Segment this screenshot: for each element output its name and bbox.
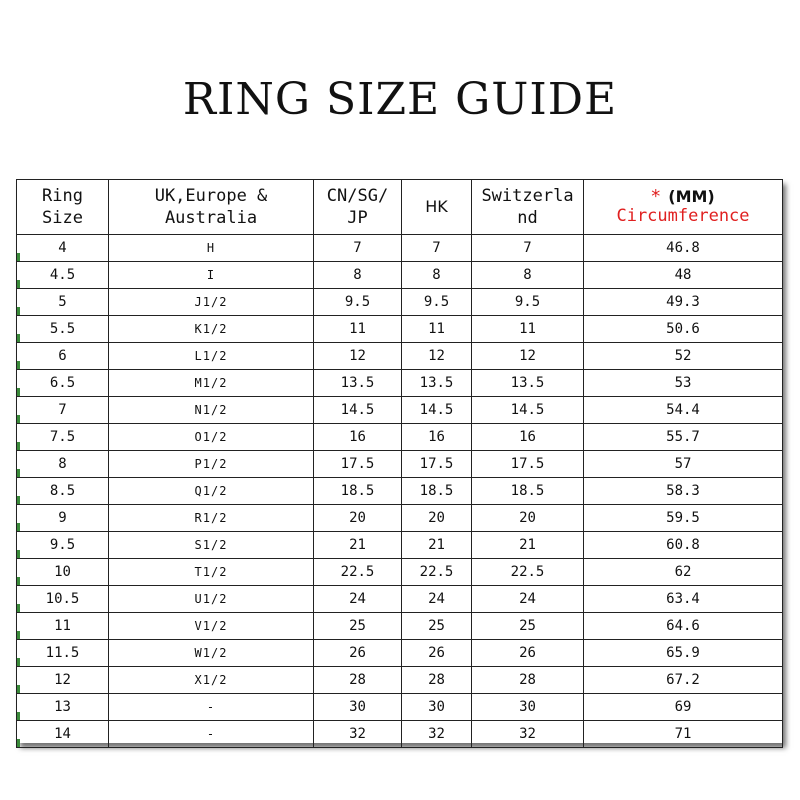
cell-ring-size: 10.5 xyxy=(17,586,109,613)
table-body xyxy=(17,235,783,748)
table-row xyxy=(17,667,783,694)
cell-hk-size: 26 xyxy=(402,640,472,667)
cell-switzerland-size: 17.5 xyxy=(472,451,584,478)
table-row xyxy=(17,478,783,505)
cell-hk-size: 20 xyxy=(402,505,472,532)
header-row xyxy=(17,180,783,235)
cell-hk-size: 7 xyxy=(402,235,472,262)
table-row xyxy=(17,532,783,559)
cell-hk-size: 32 xyxy=(402,721,472,748)
header-ring-size-line2: Size xyxy=(42,208,83,228)
cell-circumference-mm: 58.3 xyxy=(584,478,783,505)
cell-hk-size: 11 xyxy=(402,316,472,343)
cell-switzerland-size: 24 xyxy=(472,586,584,613)
cell-cn-size: 11 xyxy=(314,316,402,343)
cell-switzerland-size: 18.5 xyxy=(472,478,584,505)
cell-circumference-mm: 69 xyxy=(584,694,783,721)
cell-cn-size: 30 xyxy=(314,694,402,721)
cell-hk-size: 21 xyxy=(402,532,472,559)
cell-ring-size: 11.5 xyxy=(17,640,109,667)
cell-hk-size: 22.5 xyxy=(402,559,472,586)
cell-cn-size: 20 xyxy=(314,505,402,532)
cell-uk-size: V1/2 xyxy=(109,613,314,640)
cell-circumference-mm: 59.5 xyxy=(584,505,783,532)
cell-ring-size: 8 xyxy=(17,451,109,478)
cell-uk-size: K1/2 xyxy=(109,316,314,343)
cell-ring-size: 5.5 xyxy=(17,316,109,343)
cell-circumference-mm: 50.6 xyxy=(584,316,783,343)
cell-cn-size: 26 xyxy=(314,640,402,667)
cell-ring-size: 10 xyxy=(17,559,109,586)
cell-hk-size: 28 xyxy=(402,667,472,694)
cell-switzerland-size: 9.5 xyxy=(472,289,584,316)
table-row xyxy=(17,559,783,586)
cell-uk-size: I xyxy=(109,262,314,289)
cell-switzerland-size: 14.5 xyxy=(472,397,584,424)
cell-cn-size: 9.5 xyxy=(314,289,402,316)
cell-cn-size: 28 xyxy=(314,667,402,694)
cell-switzerland-size: 13.5 xyxy=(472,370,584,397)
cell-ring-size: 4.5 xyxy=(17,262,109,289)
cell-switzerland-size: 22.5 xyxy=(472,559,584,586)
cell-hk-size: 24 xyxy=(402,586,472,613)
cell-ring-size: 14 xyxy=(17,721,109,748)
cell-switzerland-size: 8 xyxy=(472,262,584,289)
asterisk-icon: * xyxy=(651,186,661,207)
cell-ring-size: 5 xyxy=(17,289,109,316)
cell-switzerland-size: 16 xyxy=(472,424,584,451)
cell-ring-size: 4 xyxy=(17,235,109,262)
cell-uk-size: S1/2 xyxy=(109,532,314,559)
cell-cn-size: 21 xyxy=(314,532,402,559)
cell-uk-size: P1/2 xyxy=(109,451,314,478)
cell-circumference-mm: 49.3 xyxy=(584,289,783,316)
cell-cn-size: 22.5 xyxy=(314,559,402,586)
cell-uk-size: N1/2 xyxy=(109,397,314,424)
size-table-container xyxy=(16,179,782,743)
table-row xyxy=(17,397,783,424)
cell-hk-size: 8 xyxy=(402,262,472,289)
cell-circumference-mm: 57 xyxy=(584,451,783,478)
cell-ring-size: 7 xyxy=(17,397,109,424)
cell-ring-size: 6.5 xyxy=(17,370,109,397)
cell-cn-size: 13.5 xyxy=(314,370,402,397)
cell-circumference-mm: 63.4 xyxy=(584,586,783,613)
header-cn-line2: JP xyxy=(347,208,368,228)
cell-switzerland-size: 26 xyxy=(472,640,584,667)
header-cn-line1: CN/SG/ xyxy=(326,186,389,206)
cell-hk-size: 9.5 xyxy=(402,289,472,316)
cell-uk-size: U1/2 xyxy=(109,586,314,613)
cell-switzerland-size: 20 xyxy=(472,505,584,532)
cell-uk-size: X1/2 xyxy=(109,667,314,694)
cell-uk-size: O1/2 xyxy=(109,424,314,451)
cell-uk-size: W1/2 xyxy=(109,640,314,667)
cell-hk-size: 25 xyxy=(402,613,472,640)
table-row xyxy=(17,424,783,451)
cell-ring-size: 13 xyxy=(17,694,109,721)
cell-switzerland-size: 25 xyxy=(472,613,584,640)
cell-uk-size: M1/2 xyxy=(109,370,314,397)
cell-cn-size: 12 xyxy=(314,343,402,370)
cell-circumference-mm: 60.8 xyxy=(584,532,783,559)
cell-switzerland-size: 28 xyxy=(472,667,584,694)
cell-switzerland-size: 30 xyxy=(472,694,584,721)
header-circumference-label: Circumference xyxy=(616,206,750,226)
table-row xyxy=(17,613,783,640)
table-row xyxy=(17,370,783,397)
cell-hk-size: 13.5 xyxy=(402,370,472,397)
cell-uk-size: Q1/2 xyxy=(109,478,314,505)
cell-uk-size: J1/2 xyxy=(109,289,314,316)
cell-circumference-mm: 67.2 xyxy=(584,667,783,694)
cell-circumference-mm: 55.7 xyxy=(584,424,783,451)
cell-hk-size: 18.5 xyxy=(402,478,472,505)
cell-cn-size: 18.5 xyxy=(314,478,402,505)
header-cn-sg-jp xyxy=(314,180,402,235)
cell-cn-size: 17.5 xyxy=(314,451,402,478)
table-row xyxy=(17,235,783,262)
cell-ring-size: 9 xyxy=(17,505,109,532)
cell-circumference-mm: 46.8 xyxy=(584,235,783,262)
cell-ring-size: 7.5 xyxy=(17,424,109,451)
cell-uk-size: R1/2 xyxy=(109,505,314,532)
table-row xyxy=(17,721,783,748)
header-switzerland xyxy=(472,180,584,235)
cell-ring-size: 6 xyxy=(17,343,109,370)
cell-cn-size: 14.5 xyxy=(314,397,402,424)
cell-hk-size: 30 xyxy=(402,694,472,721)
header-uk-europe-australia xyxy=(109,180,314,235)
cell-uk-size: T1/2 xyxy=(109,559,314,586)
cell-hk-size: 16 xyxy=(402,424,472,451)
cell-circumference-mm: 54.4 xyxy=(584,397,783,424)
cell-cn-size: 32 xyxy=(314,721,402,748)
cell-circumference-mm: 65.9 xyxy=(584,640,783,667)
table-row xyxy=(17,640,783,667)
cell-circumference-mm: 71 xyxy=(584,721,783,748)
header-hk: HK xyxy=(402,180,472,235)
table-row xyxy=(17,586,783,613)
header-switzerland-line2: nd xyxy=(517,208,538,228)
table-row xyxy=(17,262,783,289)
table-row xyxy=(17,694,783,721)
cell-hk-size: 17.5 xyxy=(402,451,472,478)
cell-cn-size: 7 xyxy=(314,235,402,262)
cell-uk-size: H xyxy=(109,235,314,262)
cell-circumference-mm: 53 xyxy=(584,370,783,397)
header-circumference-unit-line xyxy=(584,188,782,206)
cell-ring-size: 9.5 xyxy=(17,532,109,559)
ring-size-table xyxy=(16,179,783,748)
cell-ring-size: 11 xyxy=(17,613,109,640)
cell-uk-size: L1/2 xyxy=(109,343,314,370)
cell-circumference-mm: 64.6 xyxy=(584,613,783,640)
cell-cn-size: 8 xyxy=(314,262,402,289)
table-row xyxy=(17,505,783,532)
table-row xyxy=(17,316,783,343)
cell-switzerland-size: 7 xyxy=(472,235,584,262)
header-uk-line1: UK,Europe & xyxy=(154,186,268,206)
cell-uk-size: - xyxy=(109,694,314,721)
cell-cn-size: 24 xyxy=(314,586,402,613)
header-switzerland-line1: Switzerla xyxy=(481,186,574,206)
cell-cn-size: 25 xyxy=(314,613,402,640)
cell-switzerland-size: 11 xyxy=(472,316,584,343)
cell-ring-size: 8.5 xyxy=(17,478,109,505)
cell-ring-size: 12 xyxy=(17,667,109,694)
table-row xyxy=(17,451,783,478)
header-circumference xyxy=(584,180,783,235)
cell-uk-size: - xyxy=(109,721,314,748)
cell-hk-size: 12 xyxy=(402,343,472,370)
cell-switzerland-size: 12 xyxy=(472,343,584,370)
cell-switzerland-size: 21 xyxy=(472,532,584,559)
cell-circumference-mm: 52 xyxy=(584,343,783,370)
table-row xyxy=(17,289,783,316)
cell-circumference-mm: 48 xyxy=(584,262,783,289)
cell-cn-size: 16 xyxy=(314,424,402,451)
cell-hk-size: 14.5 xyxy=(402,397,472,424)
header-ring-size xyxy=(17,180,109,235)
table-row xyxy=(17,343,783,370)
header-ring-size-line1: Ring xyxy=(42,186,83,206)
header-uk-line2: Australia xyxy=(164,208,258,228)
page-title: RING SIZE GUIDE xyxy=(182,74,618,125)
header-circumference-unit: (MM) xyxy=(668,187,715,206)
cell-circumference-mm: 62 xyxy=(584,559,783,586)
cell-switzerland-size: 32 xyxy=(472,721,584,748)
